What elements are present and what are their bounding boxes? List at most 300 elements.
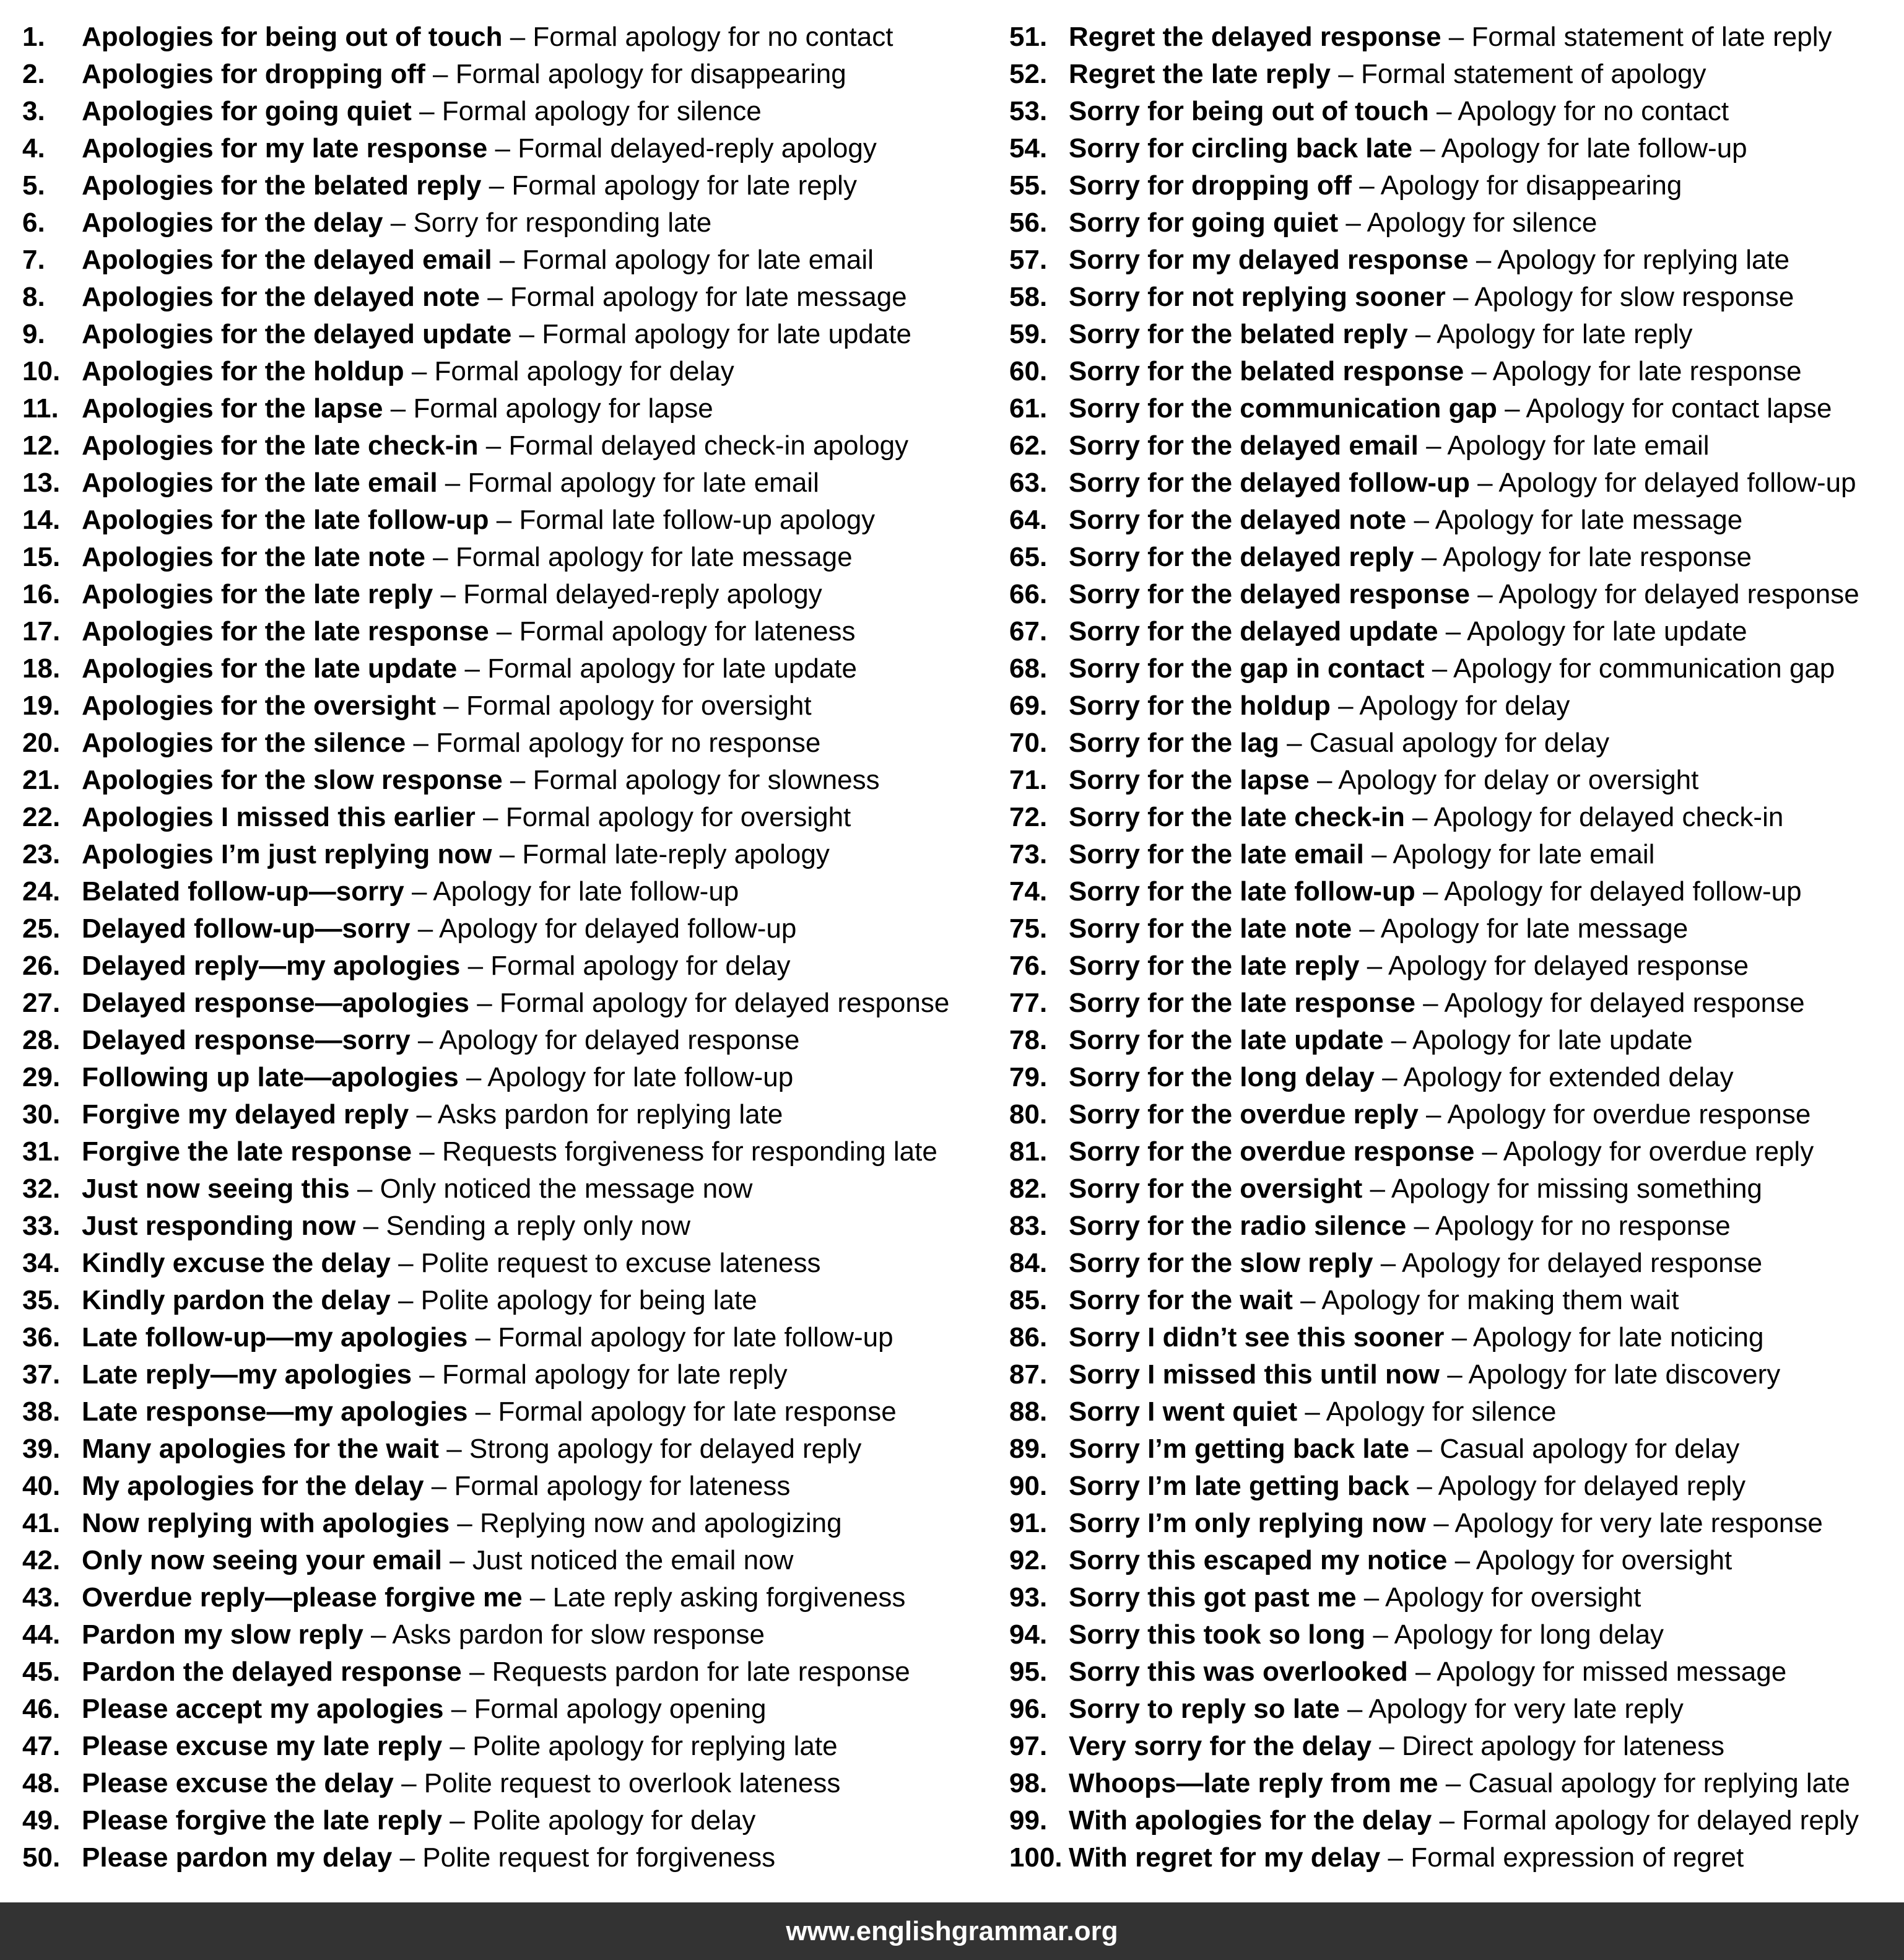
item-phrase: Sorry for the delayed follow-up (1069, 468, 1470, 498)
item-description: Just noticed the email now (472, 1545, 794, 1575)
item-separator: – (404, 876, 433, 907)
item-phrase: Pardon the delayed response (82, 1657, 462, 1687)
list-item (1009, 1208, 1889, 1245)
item-phrase: Sorry for the long delay (1069, 1062, 1375, 1092)
list-item (1009, 1728, 1889, 1765)
list-item (22, 1468, 988, 1505)
item-number: 35. (22, 1285, 61, 1315)
item-phrase: Sorry I’m getting back late (1069, 1434, 1410, 1464)
item-number: 40. (22, 1471, 61, 1501)
list-item (1009, 725, 1889, 762)
item-separator: – (1414, 542, 1443, 572)
item-separator: – (1374, 1062, 1404, 1092)
item-phrase: Sorry for the belated response (1069, 356, 1464, 386)
list-item (22, 464, 988, 502)
list-item (1009, 1653, 1889, 1691)
item-number: 49. (22, 1805, 61, 1836)
item-number: 2. (22, 59, 45, 89)
item-separator: – (406, 728, 437, 758)
item-phrase: Sorry for the delayed reply (1069, 542, 1414, 572)
item-number: 90. (1009, 1471, 1048, 1501)
item-separator: – (425, 542, 456, 572)
item-phrase: Kindly pardon the delay (82, 1285, 391, 1315)
item-separator: – (409, 1099, 438, 1130)
list-item (22, 1319, 988, 1356)
item-number: 73. (1009, 839, 1048, 869)
item-number: 97. (1009, 1731, 1048, 1761)
item-description: Strong apology for delayed reply (469, 1434, 862, 1464)
list-item (1009, 799, 1889, 836)
item-number: 6. (22, 207, 45, 238)
list-item (22, 56, 988, 93)
item-number: 28. (22, 1025, 61, 1055)
item-description: Direct apology for lateness (1402, 1731, 1724, 1761)
item-description: Apology for long delay (1394, 1619, 1664, 1650)
item-description: Formal apology for late reply (511, 170, 857, 201)
item-description: Formal apology for late email (522, 245, 874, 275)
left-column-list (22, 19, 988, 1876)
item-separator: – (1412, 133, 1441, 163)
list-item (22, 947, 988, 985)
item-number: 24. (22, 876, 61, 907)
item-phrase: Many apologies for the wait (82, 1434, 439, 1464)
item-phrase: Sorry for the late note (1069, 913, 1352, 944)
item-separator: – (1418, 430, 1448, 461)
item-number: 64. (1009, 505, 1048, 535)
item-separator: – (1380, 1842, 1411, 1873)
list-item (22, 725, 988, 762)
item-separator: – (469, 988, 500, 1018)
item-separator: – (383, 207, 414, 238)
list-item (1009, 1765, 1889, 1802)
item-phrase: Whoops—late reply from me (1069, 1768, 1438, 1798)
item-separator: – (478, 430, 509, 461)
list-item (22, 539, 988, 576)
item-number: 29. (22, 1062, 61, 1092)
item-description: Apology for delayed response (1401, 1248, 1763, 1278)
item-phrase: Apologies for dropping off (82, 59, 425, 89)
item-description: Formal expression of regret (1411, 1842, 1744, 1873)
item-separator: – (424, 1471, 454, 1501)
item-description: Apology for very late reply (1368, 1694, 1684, 1724)
item-phrase: Apologies for the late response (82, 616, 489, 647)
item-phrase: Sorry for the late email (1069, 839, 1364, 869)
item-description: Formal apology for no response (436, 728, 821, 758)
list-item (22, 204, 988, 242)
item-phrase: Sorry for the late update (1069, 1025, 1384, 1055)
item-phrase: Sorry for the lag (1069, 728, 1279, 758)
item-number: 27. (22, 988, 61, 1018)
list-item (1009, 279, 1889, 316)
item-number: 26. (22, 951, 61, 981)
item-separator: – (442, 1731, 473, 1761)
item-phrase: Sorry for the slow reply (1069, 1248, 1373, 1278)
item-separator: – (433, 579, 464, 609)
item-description: Formal apology for lapse (413, 393, 713, 424)
list-item (22, 1133, 988, 1170)
item-number: 1. (22, 22, 45, 52)
item-separator: – (1407, 319, 1437, 349)
list-item (1009, 242, 1889, 279)
item-number: 87. (1009, 1359, 1048, 1390)
item-separator: – (410, 913, 440, 944)
item-number: 53. (1009, 96, 1048, 126)
item-phrase: Apologies for going quiet (82, 96, 412, 126)
item-phrase: Sorry for the holdup (1069, 690, 1331, 721)
list-item (22, 836, 988, 873)
list-item (1009, 873, 1889, 910)
item-number: 54. (1009, 133, 1048, 163)
item-separator: – (1406, 1211, 1435, 1241)
item-separator: – (1425, 1508, 1455, 1538)
item-separator: – (411, 96, 442, 126)
item-separator: – (475, 802, 506, 832)
item-phrase: Apologies for the delayed email (82, 245, 492, 275)
item-phrase: Please accept my apologies (82, 1694, 444, 1724)
item-separator: – (1371, 1731, 1402, 1761)
list-item (22, 316, 988, 353)
list-item (1009, 167, 1889, 204)
item-number: 96. (1009, 1694, 1048, 1724)
item-number: 18. (22, 653, 61, 684)
item-description: Sending a reply only now (386, 1211, 691, 1241)
item-description: Apology for late follow-up (1441, 133, 1747, 163)
list-item (1009, 19, 1889, 56)
item-number: 23. (22, 839, 61, 869)
item-number: 48. (22, 1768, 61, 1798)
item-description: Casual apology for replying late (1468, 1768, 1850, 1798)
item-number: 55. (1009, 170, 1048, 201)
item-number: 72. (1009, 802, 1048, 832)
item-description: Formal apology for oversight (466, 690, 812, 721)
item-phrase: With apologies for the delay (1069, 1805, 1432, 1836)
list-item (22, 1579, 988, 1616)
item-number: 43. (22, 1582, 61, 1613)
item-number: 59. (1009, 319, 1048, 349)
item-description: Replying now and apologizing (479, 1508, 842, 1538)
list-item (1009, 1356, 1889, 1393)
item-number: 57. (1009, 245, 1048, 275)
item-number: 88. (1009, 1396, 1048, 1427)
item-separator: – (1447, 1545, 1476, 1575)
item-separator: – (1279, 728, 1310, 758)
list-item (1009, 985, 1889, 1022)
item-description: Apology for late email (1447, 430, 1710, 461)
item-phrase: Now replying with apologies (82, 1508, 450, 1538)
item-separator: – (1373, 1248, 1402, 1278)
item-phrase: Apologies for the delay (82, 207, 383, 238)
item-description: Apology for delayed response (1498, 579, 1859, 609)
item-phrase: Sorry I’m only replying now (1069, 1508, 1426, 1538)
item-number: 67. (1009, 616, 1048, 647)
item-description: Formal apology for delayed response (499, 988, 950, 1018)
item-description: Apology for making them wait (1321, 1285, 1679, 1315)
item-description: Formal delayed-reply apology (463, 579, 822, 609)
item-number: 13. (22, 468, 61, 498)
item-description: Formal late-reply apology (522, 839, 830, 869)
item-number: 5. (22, 170, 45, 201)
item-description: Polite request to excuse lateness (420, 1248, 821, 1278)
item-number: 47. (22, 1731, 61, 1761)
item-number: 8. (22, 282, 45, 312)
item-separator: – (437, 468, 468, 498)
list-item (22, 502, 988, 539)
item-separator: – (412, 1359, 442, 1390)
list-item (22, 1765, 988, 1802)
item-number: 10. (22, 356, 61, 386)
item-phrase: Sorry for the late follow-up (1069, 876, 1415, 907)
item-description: Formal statement of late reply (1471, 22, 1832, 52)
item-number: 45. (22, 1657, 61, 1687)
item-description: Apology for late message (1435, 505, 1743, 535)
list-item (22, 1282, 988, 1319)
item-description: Apology for delayed response (1388, 951, 1749, 981)
item-phrase: Sorry for circling back late (1069, 133, 1413, 163)
list-item (22, 1096, 988, 1133)
item-separator: – (383, 393, 414, 424)
list-item (22, 1059, 988, 1096)
item-separator: – (1356, 1582, 1386, 1613)
list-item (1009, 910, 1889, 947)
list-item (1009, 1170, 1889, 1208)
item-description: Polite apology for replying late (472, 1731, 838, 1761)
list-item (1009, 464, 1889, 502)
item-separator: – (1292, 1285, 1322, 1315)
item-phrase: Late response—my apologies (82, 1396, 468, 1427)
list-item (22, 1839, 988, 1876)
item-number: 52. (1009, 59, 1048, 89)
item-description: Apology for late reply (1437, 319, 1693, 349)
item-separator: – (511, 319, 542, 349)
list-item (22, 873, 988, 910)
list-item (1009, 56, 1889, 93)
list-item (1009, 1133, 1889, 1170)
item-separator: – (1339, 1694, 1369, 1724)
item-separator: – (1297, 1396, 1326, 1427)
item-separator: – (1359, 951, 1388, 981)
item-separator: – (390, 1285, 421, 1315)
list-item (1009, 1505, 1889, 1542)
item-number: 74. (1009, 876, 1048, 907)
item-phrase: Apologies for the belated reply (82, 170, 482, 201)
item-separator: – (1441, 22, 1472, 52)
item-number: 63. (1009, 468, 1048, 498)
item-phrase: Regret the delayed response (1069, 22, 1441, 52)
item-phrase: Sorry for the delayed note (1069, 505, 1407, 535)
item-phrase: Sorry to reply so late (1069, 1694, 1340, 1724)
item-description: Apology for delayed response (439, 1025, 800, 1055)
item-phrase: Sorry for not replying sooner (1069, 282, 1446, 312)
item-phrase: Sorry for the delayed update (1069, 616, 1438, 647)
item-phrase: Sorry this was overlooked (1069, 1657, 1408, 1687)
list-item (1009, 93, 1889, 130)
item-number: 39. (22, 1434, 61, 1464)
item-separator: – (393, 1768, 424, 1798)
item-phrase: Sorry for the oversight (1069, 1174, 1363, 1204)
item-number: 42. (22, 1545, 61, 1575)
item-separator: – (1444, 1322, 1473, 1352)
item-phrase: Please forgive the late reply (82, 1805, 443, 1836)
item-phrase: Sorry for the late response (1069, 988, 1415, 1018)
item-separator: – (1404, 802, 1434, 832)
item-description: Apology for overdue reply (1503, 1136, 1814, 1167)
item-separator: – (502, 765, 533, 795)
item-separator: – (481, 170, 512, 201)
item-phrase: Sorry this escaped my notice (1069, 1545, 1448, 1575)
list-item (1009, 762, 1889, 799)
item-phrase: Just now seeing this (82, 1174, 350, 1204)
list-item (1009, 1579, 1889, 1616)
item-number: 15. (22, 542, 61, 572)
item-phrase: Sorry for going quiet (1069, 207, 1339, 238)
item-phrase: Delayed response—sorry (82, 1025, 411, 1055)
item-separator: – (1469, 468, 1499, 498)
item-number: 85. (1009, 1285, 1048, 1315)
item-description: Apology for no response (1435, 1211, 1731, 1241)
item-number: 3. (22, 96, 45, 126)
item-separator: – (1418, 1099, 1448, 1130)
item-separator: – (460, 951, 491, 981)
item-number: 19. (22, 690, 61, 721)
item-description: Apology for overdue response (1447, 1099, 1811, 1130)
item-description: Apology for late follow-up (487, 1062, 794, 1092)
footer-website-link[interactable]: www.englishgrammar.org (786, 1916, 1118, 1946)
item-number: 31. (22, 1136, 61, 1167)
item-number: 62. (1009, 430, 1048, 461)
list-item (22, 650, 988, 687)
item-number: 9. (22, 319, 45, 349)
item-description: Formal apology for late follow-up (498, 1322, 893, 1352)
item-phrase: Please pardon my delay (82, 1842, 393, 1873)
item-description: Only noticed the message now (380, 1174, 753, 1204)
list-item (22, 390, 988, 427)
item-number: 89. (1009, 1434, 1048, 1464)
item-description: Late reply asking forgiveness (552, 1582, 906, 1613)
item-separator: – (438, 1434, 469, 1464)
item-description: Apology for missing something (1391, 1174, 1762, 1204)
item-description: Formal apology for lateness (454, 1471, 791, 1501)
item-number: 60. (1009, 356, 1048, 386)
item-separator: – (412, 1136, 442, 1167)
item-number: 30. (22, 1099, 61, 1130)
item-separator: – (1309, 765, 1339, 795)
item-separator: – (1363, 839, 1393, 869)
item-separator: – (1438, 1768, 1469, 1798)
item-description: Apology for replying late (1497, 245, 1790, 275)
item-number: 16. (22, 579, 61, 609)
item-description: Formal delayed-reply apology (518, 133, 877, 163)
item-phrase: Sorry for the overdue reply (1069, 1099, 1419, 1130)
item-phrase: Sorry this took so long (1069, 1619, 1366, 1650)
item-description: Apology for delayed follow-up (1444, 876, 1802, 907)
item-number: 68. (1009, 653, 1048, 684)
item-phrase: My apologies for the delay (82, 1471, 424, 1501)
item-number: 86. (1009, 1322, 1048, 1352)
list-item (22, 1616, 988, 1653)
list-item (22, 93, 988, 130)
item-description: Formal apology for no contact (533, 22, 893, 52)
item-phrase: Kindly excuse the delay (82, 1248, 391, 1278)
list-item (1009, 1282, 1889, 1319)
item-description: Formal apology for late update (487, 653, 857, 684)
item-description: Formal apology for late message (510, 282, 907, 312)
list-item (1009, 353, 1889, 390)
item-number: 21. (22, 765, 61, 795)
item-separator: – (355, 1211, 386, 1241)
item-description: Formal apology for late update (542, 319, 912, 349)
list-item (22, 1431, 988, 1468)
item-number: 12. (22, 430, 61, 461)
item-phrase: Very sorry for the delay (1069, 1731, 1372, 1761)
list-item (22, 353, 988, 390)
item-separator: – (363, 1619, 393, 1650)
item-description: Apology for late discovery (1468, 1359, 1781, 1390)
list-item (22, 1505, 988, 1542)
item-number: 84. (1009, 1248, 1048, 1278)
item-separator: – (349, 1174, 380, 1204)
item-phrase: Sorry for being out of touch (1069, 96, 1429, 126)
item-number: 61. (1009, 393, 1048, 424)
list-item (1009, 427, 1889, 464)
list-item (1009, 613, 1889, 650)
item-phrase: Sorry for the overdue response (1069, 1136, 1475, 1167)
item-description: Casual apology for delay (1440, 1434, 1740, 1464)
item-phrase: Sorry for dropping off (1069, 170, 1352, 201)
item-separator: – (457, 653, 488, 684)
item-phrase: Apologies for the late reply (82, 579, 433, 609)
item-phrase: Pardon my slow reply (82, 1619, 363, 1650)
item-phrase: Please excuse my late reply (82, 1731, 443, 1761)
item-phrase: Please excuse the delay (82, 1768, 394, 1798)
item-description: Casual apology for delay (1309, 728, 1610, 758)
item-description: Formal apology for disappearing (455, 59, 846, 89)
item-phrase: Only now seeing your email (82, 1545, 442, 1575)
list-item (22, 1653, 988, 1691)
list-item (1009, 1431, 1889, 1468)
item-number: 50. (22, 1842, 61, 1873)
list-item (1009, 1059, 1889, 1096)
list-item (22, 576, 988, 613)
list-item (1009, 1393, 1889, 1431)
item-phrase: Sorry for the delayed email (1069, 430, 1419, 461)
item-phrase: Apologies for the late check-in (82, 430, 479, 461)
item-description: Formal apology opening (474, 1694, 767, 1724)
item-phrase: Forgive the late response (82, 1136, 412, 1167)
item-number: 56. (1009, 207, 1048, 238)
item-phrase: Sorry for the radio silence (1069, 1211, 1407, 1241)
item-phrase: Sorry for the late check-in (1069, 802, 1405, 832)
item-separator: – (1439, 1359, 1469, 1390)
item-separator: – (450, 1508, 480, 1538)
list-item (1009, 1096, 1889, 1133)
item-phrase: Apologies for my late response (82, 133, 488, 163)
list-item (1009, 576, 1889, 613)
item-description: Apology for late response (1492, 356, 1802, 386)
item-description: Sorry for responding late (413, 207, 712, 238)
item-separator: – (441, 1545, 472, 1575)
list-item (22, 1022, 988, 1059)
item-phrase: Sorry for the belated reply (1069, 319, 1408, 349)
list-item (1009, 1542, 1889, 1579)
item-phrase: Delayed reply—my apologies (82, 951, 461, 981)
item-number: 33. (22, 1211, 61, 1241)
list-item (1009, 539, 1889, 576)
list-item (22, 1245, 988, 1282)
item-separator: – (1464, 356, 1493, 386)
item-number: 22. (22, 802, 61, 832)
item-number: 66. (1009, 579, 1048, 609)
item-separator: – (1432, 1805, 1463, 1836)
